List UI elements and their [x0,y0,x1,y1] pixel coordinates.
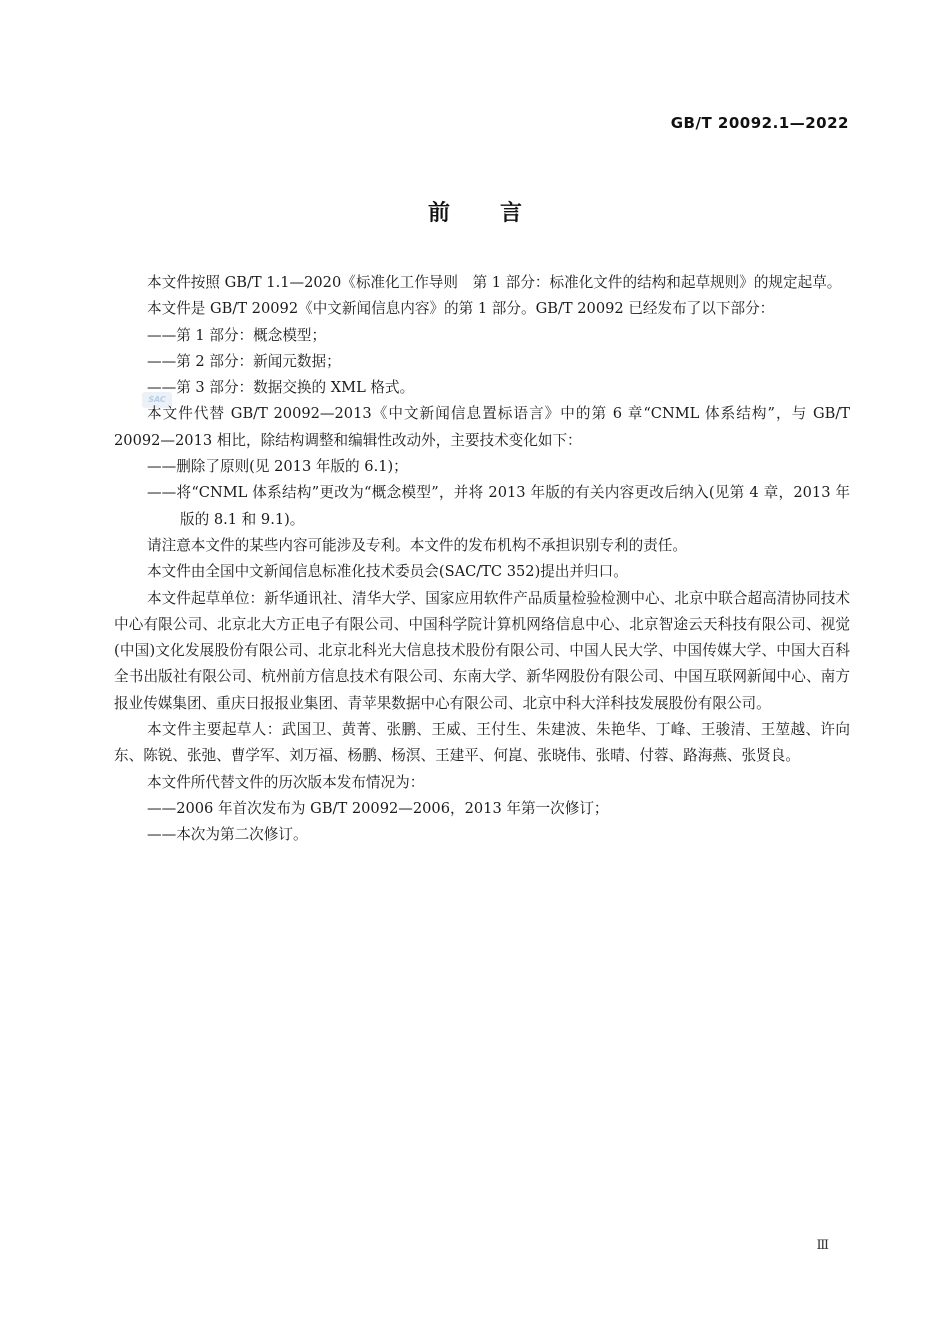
paragraph-drafters: 本文件主要起草人：武国卫、黄菁、张鹏、王威、王付生、朱建波、朱艳华、丁峰、王骏清、王堃越、许向东、陈锐、张弛、曹学军、刘万福、杨鹏、杨溟、王建平、何崑、张晓伟、张晴、付蓉、路海燕、张贤良。 [114,721,850,765]
paragraph-history-intro: 本文件所代替文件的历次版本发布情况为： [147,773,425,791]
standard-number: GB/T 20092.1—2022 [670,114,849,132]
paragraph-drafting-rules: 本文件按照 GB/T 1.1—2020《标准化工作导则 第 1 部分：标准化文件的结构和起草规则》的规定起草。 [147,274,842,291]
list-item-change-1: ——删除了原则(见 2013 年版的 6.1)； [147,458,408,476]
paragraph-part-intro: 本文件是 GB/T 20092《中文新闻信息内容》的第 1 部分。GB/T 20092 已经发布了以下部分： [147,300,775,318]
list-item-part-1: ——第 1 部分：概念模型； [147,326,327,344]
page-title: 前言 [427,201,572,226]
list-item-history-1: ——2006 年首次发布为 GB/T 20092—2006，2013 年第一次修订； [147,799,609,817]
paragraph-drafting-units: 本文件起草单位：新华通讯社、清华大学、国家应用软件产品质量检验检测中心、北京中联合超高清协同技术中心有限公司、北京北大方正电子有限公司、中国科学院计算机网络信息中心、北京智途云天科技有限公司、视觉(中国)文化发展股份有限公司、北京北科光大信息技术股份有限公司、中国人民大学、中国传媒大学、中国大百科全书出版社有限公司、杭州前方信息技术有限公司、东南大学、新华网股份有限公司、中国互联网新闻中心、南方报业传媒集团、重庆日报报业集团、青苹果数据中心有限公司、北京中科大洋科技发展股份有限公司。 [114,589,850,712]
paragraph-patent-notice: 请注意本文件的某些内容可能涉及专利。本文件的发布机构不承担识别专利的责任。 [147,536,687,554]
list-item-part-2: ——第 2 部分：新闻元数据； [147,352,341,370]
foreword-body [114,270,850,849]
list-item-history-2: ——本次为第二次修订。 [147,826,308,844]
sac-watermark-logo: SAC [142,392,172,408]
list-item-part-3: ——第 3 部分：数据交换的 XML 格式。 [147,379,415,397]
paragraph-replaces: 本文件代替 GB/T 20092—2013《中文新闻信息置标语言》中的第 6 章“CNML 体系结构”，与 GB/T 20092—2013 相比，除结构调整和编辑性改动外，主要技术变化如下： [114,405,850,449]
list-item-change-2: ——将“CNML 体系结构”更改为“概念模型”，并将 2013 年版的有关内容更改后纳入(见第 4 章，2013 年版的 8.1 和 9.1)。 [147,484,850,528]
paragraph-proposed-by: 本文件由全国中文新闻信息标准化技术委员会(SAC/TC 352)提出并归口。 [147,563,628,581]
page-number: Ⅲ [816,1238,829,1253]
